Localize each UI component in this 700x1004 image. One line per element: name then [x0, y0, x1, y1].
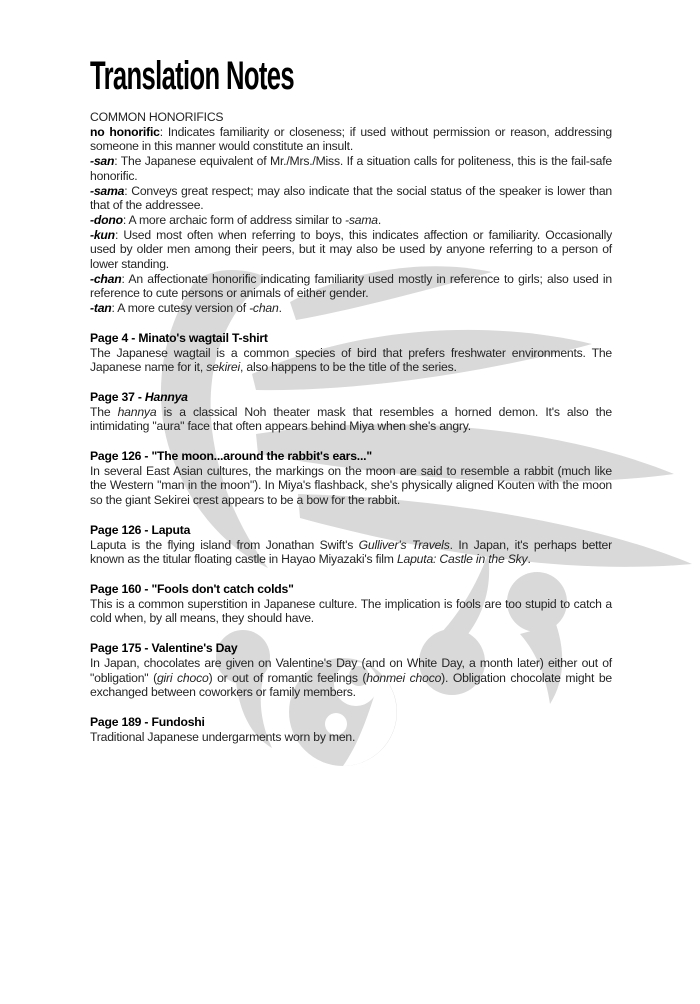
honorific-entry: -chan: An affectionate honorific indicating familiarity used mostly in reference to girls; also used in reference to cute persons or animals of either gender. [90, 271, 612, 301]
note-section [90, 449, 612, 508]
notes-list [90, 331, 612, 744]
note-section [90, 715, 612, 744]
honorific-entry: -tan: A more cutesy version of -chan. [90, 301, 282, 316]
page-title: Translation Notes [90, 54, 294, 98]
honorific-entry: -dono: A more archaic form of address similar to -sama. [90, 212, 382, 227]
note-section [90, 331, 612, 375]
honorific-entry: -sama: Conveys great respect; may also indicate that the social status of the speaker is lower than that of the addressee. [90, 183, 612, 213]
note-body: This is a common superstition in Japanese culture. The implication is fools are too stupid to catch a cold when, by all means, they should have. [90, 596, 612, 626]
note-heading: Page 189 - Fundoshi [90, 714, 205, 729]
note-heading: Page 160 - "Fools don't catch colds" [90, 581, 294, 596]
note-section [90, 390, 612, 434]
note-body: The hannya is a classical Noh theater mask that resembles a horned demon. It's also the intimidating "aura" face that often appears behind Miya when she's angry. [90, 404, 612, 434]
note-heading: Page 175 - Valentine's Day [90, 641, 238, 656]
honorifics-list [90, 125, 612, 316]
honorific-entry: -san: The Japanese equivalent of Mr./Mrs./Miss. If a situation calls for politeness, this is the fail-safe honorific. [90, 154, 612, 183]
page-content [90, 56, 612, 744]
note-body: In several East Asian cultures, the markings on the moon are said to resemble a rabbit (much like the Western "man in the moon"). In Miya's flashback, she's physically aligned Kouten with the moon so the giant Sekirei crest appears to be a bow for the rabbit. [90, 463, 612, 508]
note-heading: Page 126 - "The moon...around the rabbit's ears..." [90, 449, 372, 464]
note-section [90, 523, 612, 567]
honorific-entry: no honorific: Indicates familiarity or closeness; if used without permission or reason, addressing someone in this manner would constitute an insult. [90, 124, 612, 154]
honorific-entry: -kun: Used most often when referring to boys, this indicates affection or familiarity. Occasionally used by older men among their peers, but it may also be used by anyone referring to a person of lower standing. [90, 227, 612, 272]
note-body: Laputa is the flying island from Jonathan Swift's Gulliver's Travels. In Japan, it's perhaps better known as the titular floating castle in Hayao Miyazaki's film Laputa: Castle in the Sky. [90, 537, 612, 567]
note-heading: Page 126 - Laputa [90, 522, 191, 537]
honorifics-heading: COMMON HONORIFICS [90, 110, 224, 124]
note-heading: Page 37 - Hannya [90, 389, 188, 404]
note-heading: Page 4 - Minato's wagtail T-shirt [90, 330, 268, 345]
note-body: Traditional Japanese undergarments worn by men. [90, 729, 356, 744]
note-body: The Japanese wagtail is a common species of bird that prefers freshwater environments. The Japanese name for it, sekirei, also happens to be the title of the series. [90, 345, 612, 375]
note-body: In Japan, chocolates are given on Valentine's Day (and on White Day, a month later) either out of "obligation" (giri choco) or out of romantic feelings (honmei choco). Obligation chocolate might be exchanged between coworkers or family members. [90, 655, 612, 700]
note-section [90, 641, 612, 700]
note-section [90, 582, 612, 626]
